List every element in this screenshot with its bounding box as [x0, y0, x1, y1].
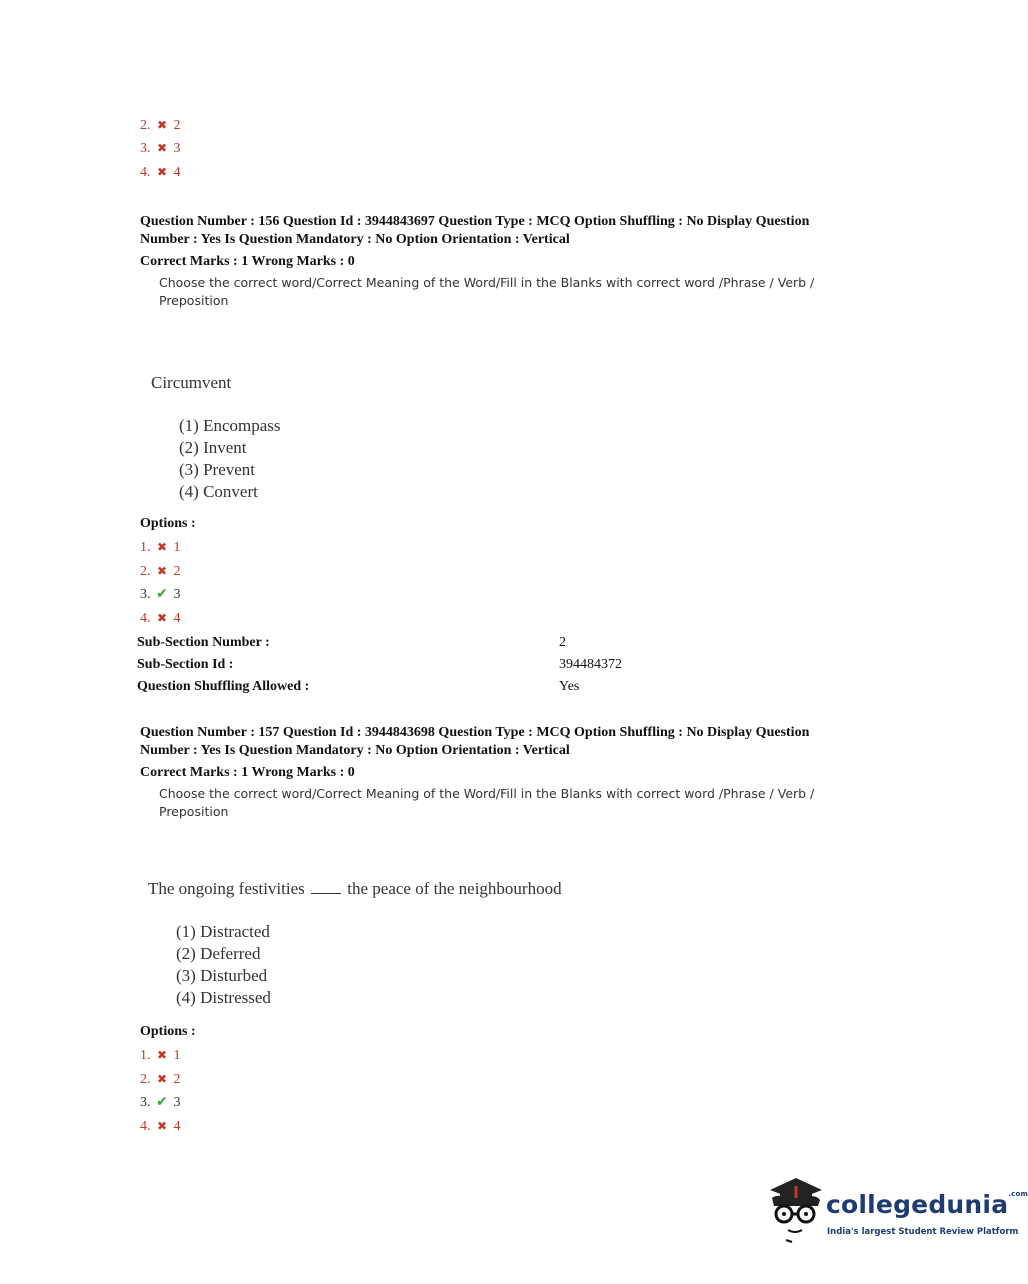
options-label: Options :: [140, 516, 196, 531]
option-number: 4.: [140, 611, 151, 626]
subsection-number-label: Sub-Section Number :: [137, 635, 270, 650]
option-row: [140, 117, 181, 134]
question-text-part: the peace of the neighbourhood: [347, 879, 562, 898]
wrong-cross-icon: ✖: [156, 165, 168, 179]
instruction-line: Choose the correct word/Correct Meaning of the Word/Fill in the Blanks with correct word /Phrase / Verb /: [159, 786, 815, 801]
collegedunia-logo: [766, 1176, 1028, 1246]
option-row-correct: [140, 586, 181, 603]
option-row: [140, 140, 181, 157]
choice-item: (3) Prevent: [179, 460, 256, 479]
option-number: 4.: [140, 165, 151, 180]
question-156-marks: Correct Marks : 1 Wrong Marks : 0: [140, 254, 355, 269]
option-number: 3.: [140, 1095, 151, 1110]
option-row: [140, 1071, 181, 1088]
instruction-line: Preposition: [159, 293, 229, 308]
subsection-id-label: Sub-Section Id :: [137, 657, 234, 672]
option-row: [140, 610, 181, 627]
option-value: 3: [173, 1095, 181, 1110]
question-156-choices: [179, 415, 281, 503]
choice-item: (1) Encompass: [179, 416, 281, 435]
option-value: 3: [173, 587, 181, 602]
question-156-instruction: [159, 274, 839, 310]
option-value: 2: [173, 564, 181, 579]
choice-item: (2) Deferred: [176, 944, 261, 963]
wrong-cross-icon: ✖: [156, 1072, 168, 1086]
option-number: 2.: [140, 1072, 151, 1087]
option-value: 1: [173, 1048, 181, 1063]
option-value: 3: [173, 141, 181, 156]
question-157-choices: [176, 921, 271, 1009]
meta-line: Question Number : 157 Question Id : 3944843698 Question Type : MCQ Option Shuffling : No Display Question: [140, 725, 810, 740]
question-157-meta: [140, 724, 910, 760]
question-156-meta: [140, 213, 910, 249]
wrong-cross-icon: ✖: [156, 540, 168, 554]
option-number: 1.: [140, 540, 151, 555]
choice-item: (3) Disturbed: [176, 966, 268, 985]
option-value: 1: [173, 540, 181, 555]
option-value: 4: [173, 1119, 181, 1134]
option-number: 1.: [140, 1048, 151, 1063]
instruction-line: Choose the correct word/Correct Meaning of the Word/Fill in the Blanks with correct word /Phrase / Verb /: [159, 275, 815, 290]
option-row: [140, 563, 181, 580]
option-value: 4: [173, 611, 181, 626]
wrong-cross-icon: ✖: [156, 1119, 168, 1133]
option-value: 4: [173, 165, 181, 180]
choice-item: (4) Convert: [179, 482, 258, 501]
option-row: [140, 1047, 181, 1064]
choice-item: (2) Invent: [179, 438, 247, 457]
wrong-cross-icon: ✖: [156, 564, 168, 578]
wrong-cross-icon: ✖: [156, 1048, 168, 1062]
logo-tagline: India's largest Student Review Platform: [827, 1227, 1019, 1237]
question-shuffling-value: Yes: [559, 679, 580, 694]
logo-suffix: .com: [1008, 1190, 1028, 1198]
option-row-correct: [140, 1094, 181, 1111]
fill-blank: [311, 879, 341, 894]
correct-check-icon: ✔: [156, 586, 168, 602]
question-shuffling-label: Question Shuffling Allowed :: [137, 679, 310, 694]
choice-item: (4) Distressed: [176, 988, 271, 1007]
question-156-text: Circumvent: [151, 373, 232, 392]
wrong-cross-icon: ✖: [156, 611, 168, 625]
meta-line: Number : Yes Is Question Mandatory : No Option Orientation : Vertical: [140, 232, 570, 247]
choice-item: (1) Distracted: [176, 922, 270, 941]
question-text-part: The ongoing festivities: [148, 879, 305, 898]
question-157-instruction: [159, 785, 839, 821]
option-row: [140, 164, 181, 181]
option-number: 3.: [140, 587, 151, 602]
meta-line: Number : Yes Is Question Mandatory : No Option Orientation : Vertical: [140, 743, 570, 758]
options-label: Options :: [140, 1024, 196, 1039]
option-number: 3.: [140, 141, 151, 156]
option-number: 2.: [140, 118, 151, 133]
option-row: [140, 1118, 181, 1135]
option-row: [140, 539, 181, 556]
option-value: 2: [173, 1072, 181, 1087]
question-157-text: [148, 879, 562, 899]
option-value: 2: [173, 118, 181, 133]
logo-name: collegedunia: [826, 1190, 1009, 1219]
option-number: 4.: [140, 1119, 151, 1134]
option-number: 2.: [140, 564, 151, 579]
wrong-cross-icon: ✖: [156, 141, 168, 155]
correct-check-icon: ✔: [156, 1094, 168, 1110]
meta-line: Question Number : 156 Question Id : 3944843697 Question Type : MCQ Option Shuffling : No Display Question: [140, 214, 810, 229]
subsection-id-value: 394484372: [559, 657, 622, 672]
question-157-marks: Correct Marks : 1 Wrong Marks : 0: [140, 765, 355, 780]
wrong-cross-icon: ✖: [156, 118, 168, 132]
instruction-line: Preposition: [159, 804, 229, 819]
subsection-number-value: 2: [559, 635, 566, 650]
mascot-icon: [766, 1176, 826, 1246]
